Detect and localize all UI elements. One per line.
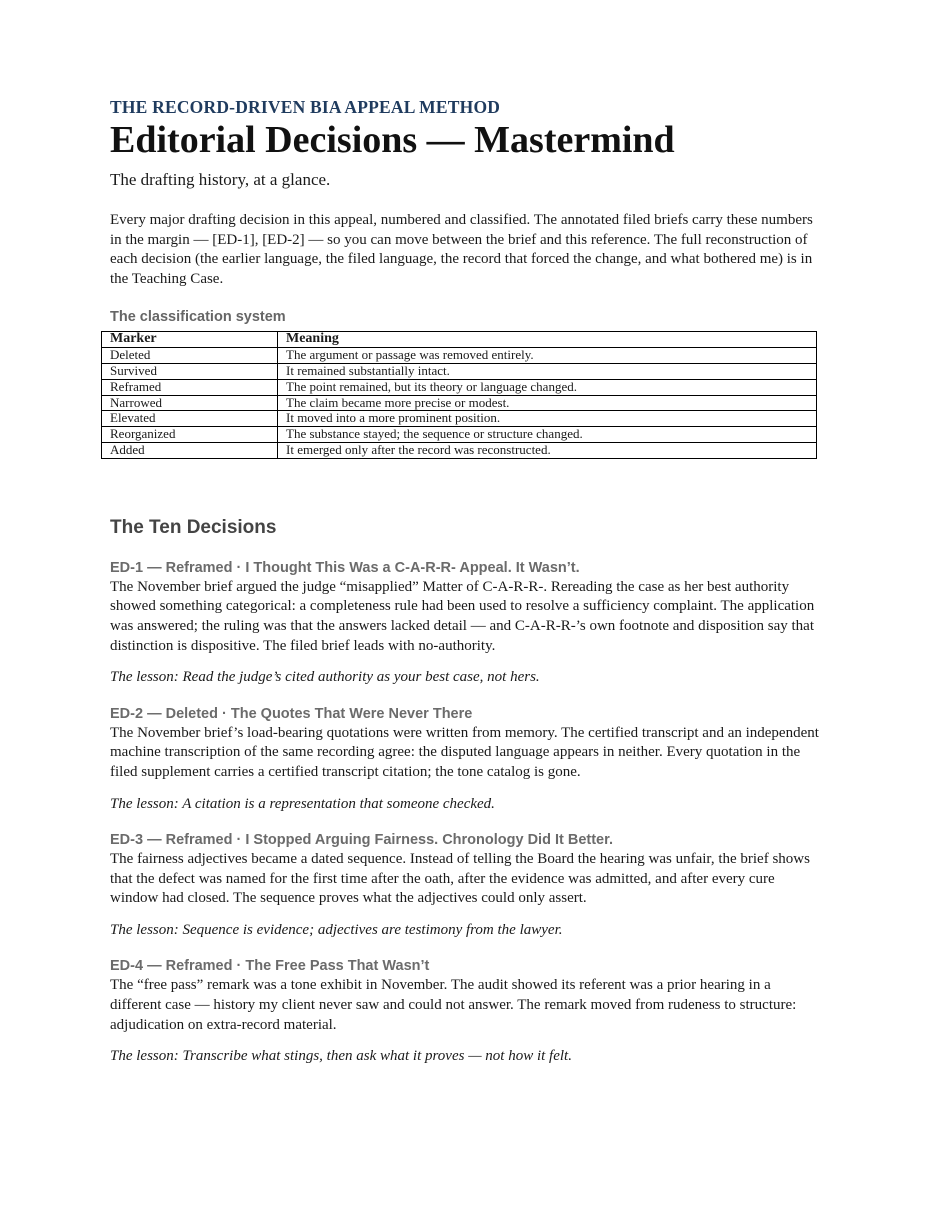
meaning-cell: It emerged only after the record was reconstructed. (278, 442, 817, 458)
column-header-marker: Marker (102, 332, 278, 348)
table-row (102, 442, 817, 458)
intro-paragraph: Every major drafting decision in this appeal, numbered and classified. The annotated filed briefs carry these numbers in the margin — [ED-1], [ED-2] — so you can move between the brief and this reference. The full reconstruction of each decision (the earlier language, the filed language, the record that forced the change, and what bothered me) is in the Teaching Case. (110, 212, 813, 287)
meaning-cell: The point remained, but its theory or language changed. (278, 379, 817, 395)
table-header-row (102, 332, 817, 348)
decision-body: The November brief argued the judge “misapplied” Matter of C-A-R-R-. Rereading the case as her best authority showed something categorical: a completeness rule had been used to resolve a sufficiency complaint. The application was answered; the ruling was that the answers lacked detail — and C-A-R-R-’s own footnote and disposition say that distinction is dispositive. The filed brief leads with no-authority. (110, 578, 815, 654)
table-row (102, 348, 817, 364)
decisions-list (110, 559, 825, 1067)
marker-cell: Survived (102, 363, 278, 379)
decision-lesson: The lesson: Read the judge’s cited authority as your best case, not hers. (110, 669, 540, 686)
page-title: Editorial Decisions — Mastermind (110, 119, 675, 161)
marker-cell: Reorganized (102, 427, 278, 443)
decision-lesson: The lesson: Transcribe what stings, then ask what it proves — not how it felt. (110, 1048, 572, 1065)
decision-lesson: The lesson: A citation is a representation that someone checked. (110, 795, 495, 812)
decision-heading: ED-4 — Reframed · The Free Pass That Wasn’t (110, 958, 430, 975)
marker-cell: Elevated (102, 411, 278, 427)
meaning-cell: The substance stayed; the sequence or structure changed. (278, 427, 817, 443)
page-subtitle: The drafting history, at a glance. (110, 170, 331, 189)
decision-lesson: The lesson: Sequence is evidence; adjectives are testimony from the lawyer. (110, 921, 563, 938)
marker-cell: Deleted (102, 348, 278, 364)
meaning-cell: It remained substantially intact. (278, 363, 817, 379)
table-row (102, 411, 817, 427)
series-kicker: THE RECORD-DRIVEN BIA APPEAL METHOD (110, 97, 501, 117)
decision-body: The November brief’s load-bearing quotations were written from memory. The certified transcript and an independent machine transcription of the same recording agree: the disputed language appears in neither. Every quotation in the filed supplement carries a certified transcript citation; the tone catalog is gone. (110, 724, 819, 780)
meaning-cell: It moved into a more prominent position. (278, 411, 817, 427)
decisions-heading: The Ten Decisions (110, 516, 277, 538)
decision-ed-3 (110, 831, 825, 940)
decision-heading: ED-1 — Reframed · I Thought This Was a C-A-R-R- Appeal. It Wasn’t. (110, 559, 580, 576)
meaning-cell: The argument or passage was removed entirely. (278, 348, 817, 364)
decision-heading: ED-2 — Deleted · The Quotes That Were Never There (110, 705, 473, 722)
marker-cell: Reframed (102, 379, 278, 395)
marker-cell: Narrowed (102, 395, 278, 411)
meaning-cell: The claim became more precise or modest. (278, 395, 817, 411)
decision-ed-2 (110, 705, 825, 814)
decision-ed-4 (110, 957, 825, 1066)
classification-heading: The classification system (110, 309, 286, 326)
decision-body: The “free pass” remark was a tone exhibit in November. The audit showed its referent was a prior hearing in a different case — history my client never saw and could not answer. The remark moved from rudeness to structure: adjudication on extra-record material. (110, 977, 797, 1033)
decision-heading: ED-3 — Reframed · I Stopped Arguing Fairness. Chronology Did It Better. (110, 832, 613, 849)
decision-ed-1 (110, 559, 825, 688)
table-row (102, 363, 817, 379)
table-row (102, 379, 817, 395)
decision-body: The fairness adjectives became a dated sequence. Instead of telling the Board the hearing was unfair, the brief shows that the defect was named for the first time after the oath, after the evidence was admitted, and after every cure window had closed. The sequence proves what the adjectives could only assert. (110, 851, 810, 907)
marker-cell: Added (102, 442, 278, 458)
column-header-meaning: Meaning (278, 332, 817, 348)
table-row (102, 395, 817, 411)
classification-table (101, 331, 817, 458)
table-row (102, 427, 817, 443)
